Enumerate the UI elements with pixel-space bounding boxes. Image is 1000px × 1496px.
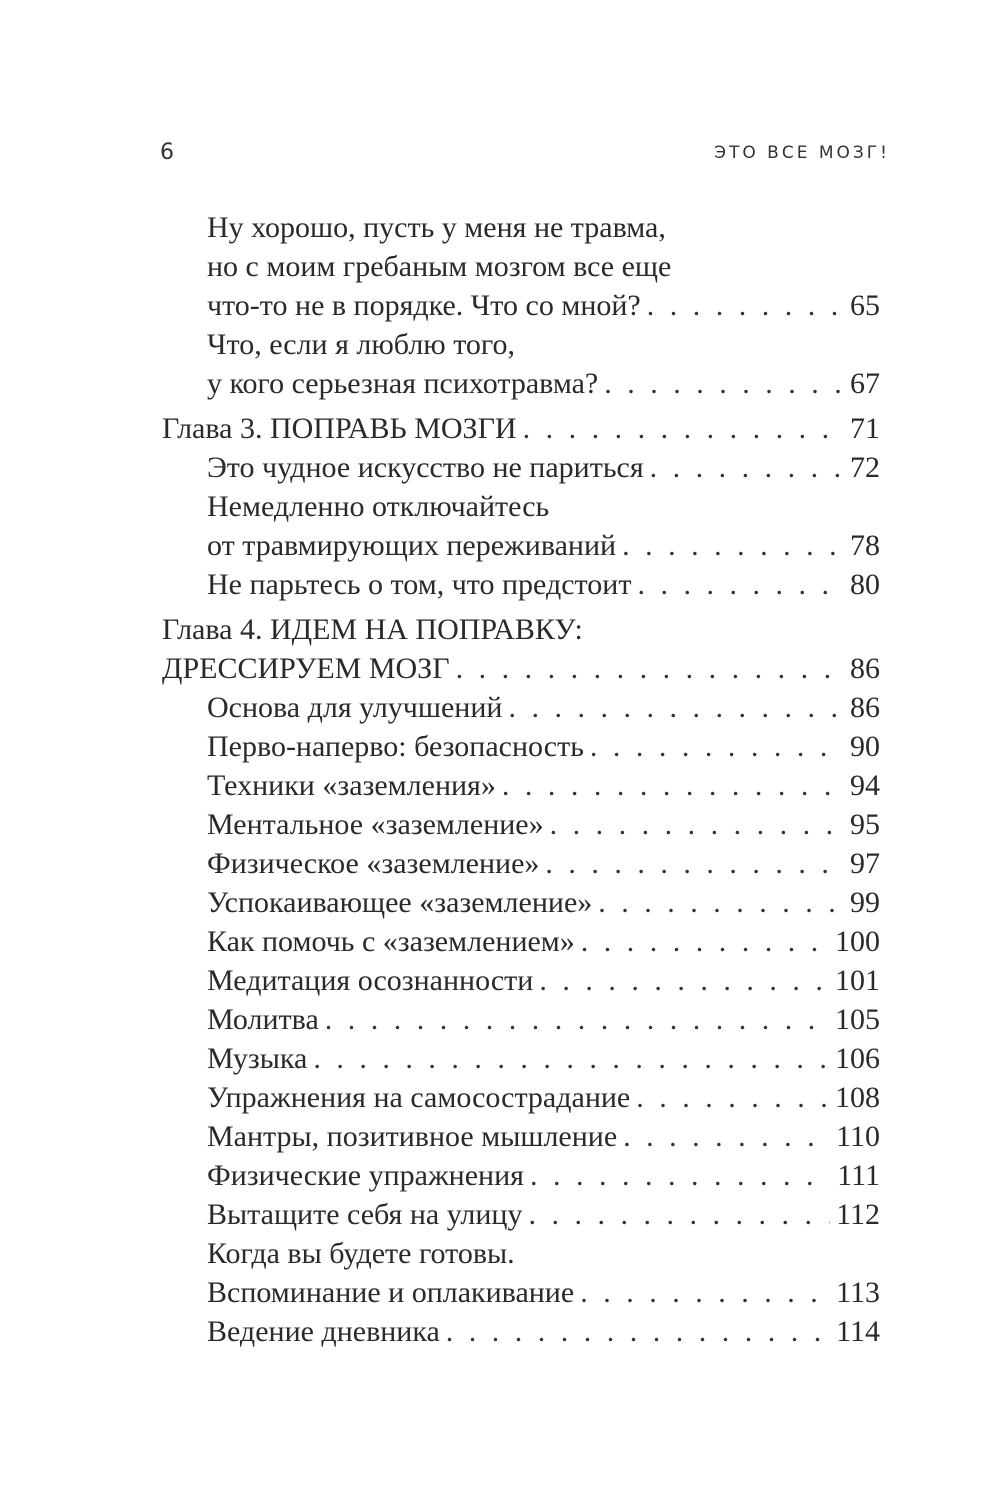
toc-entry-final-line xyxy=(207,688,880,727)
toc-entry-title-line: Ну хорошо, пусть у меня не травма, xyxy=(207,211,666,244)
dot-leader xyxy=(456,649,844,688)
toc-section-entry xyxy=(162,1117,880,1156)
toc-section-entry xyxy=(162,922,880,961)
dot-leader xyxy=(581,922,829,961)
dot-leader xyxy=(550,805,844,844)
page-number: 6 xyxy=(160,140,174,165)
toc-entry-title: Физическое «заземление» xyxy=(207,847,540,880)
toc-page-number: 72 xyxy=(850,451,880,484)
dot-leader xyxy=(590,727,844,766)
dot-leader xyxy=(637,565,844,604)
dot-leader xyxy=(528,1195,830,1234)
dot-leader xyxy=(647,286,844,325)
toc-entry-title-line: но с моим гребаным мозгом все еще xyxy=(207,250,672,283)
toc-entry-title: Упражнения на самосострадание xyxy=(207,1081,631,1114)
toc-entry-title: Как помочь с «заземлением» xyxy=(207,925,575,958)
dot-leader xyxy=(622,526,844,565)
dot-leader xyxy=(545,844,844,883)
toc-chapter-entry xyxy=(162,409,880,448)
toc-entry-title: Ментальное «заземление» xyxy=(207,808,544,841)
toc-entry-final-line xyxy=(207,286,880,325)
toc-entry-final-line xyxy=(162,409,880,448)
toc-entry-title: Перво-наперво: безопасность xyxy=(207,730,584,763)
toc-entry-title-line: Глава 4. ИДЕМ НА ПОПРАВКУ: xyxy=(162,613,583,646)
toc-section-entry xyxy=(162,565,880,604)
toc-entry-final-line xyxy=(207,727,880,766)
toc-entry-final-line xyxy=(207,364,880,403)
toc-section-entry xyxy=(162,1000,880,1039)
dot-leader xyxy=(650,448,844,487)
toc-section-entry xyxy=(162,208,880,325)
toc-entry-title-line: Немедленно отключайтесь xyxy=(207,490,550,523)
toc-entry-title: Физические упражнения xyxy=(207,1159,524,1192)
toc-page-number: 80 xyxy=(850,568,880,601)
toc-section-entry xyxy=(162,325,880,403)
toc-page-number: 78 xyxy=(850,529,880,562)
toc-section-entry xyxy=(162,883,880,922)
toc-entry-title: Музыка xyxy=(207,1042,308,1075)
toc-entry-final-line xyxy=(207,1078,880,1117)
toc-section-entry xyxy=(162,961,880,1000)
toc-chapter-entry xyxy=(162,610,880,688)
dot-leader xyxy=(636,1078,829,1117)
toc-page-number: 86 xyxy=(850,691,880,724)
dot-leader xyxy=(580,1273,830,1312)
toc-section-entry xyxy=(162,1195,880,1234)
toc-page-number: 90 xyxy=(850,730,880,763)
toc-entry-title: Вспоминание и оплакивание xyxy=(207,1276,575,1309)
toc-page-number: 106 xyxy=(835,1042,880,1075)
toc-page-number: 112 xyxy=(836,1198,880,1231)
toc-section-entry xyxy=(162,805,880,844)
toc-page-number: 95 xyxy=(850,808,880,841)
toc-page-number: 94 xyxy=(850,769,880,802)
toc-page-number: 105 xyxy=(835,1003,880,1036)
dot-leader xyxy=(598,883,844,922)
toc-entry-final-line xyxy=(207,448,880,487)
toc-entry-title: Молитва xyxy=(207,1003,319,1036)
toc-page-number: 65 xyxy=(850,289,880,322)
toc-entry-title: Ведение дневника xyxy=(207,1315,440,1348)
toc-entry-title: Техники «заземления» xyxy=(207,769,496,802)
toc-entry-title: Успокаивающее «заземление» xyxy=(207,886,593,919)
dot-leader xyxy=(325,1000,829,1039)
toc-section-entry xyxy=(162,1156,880,1195)
toc-page-number: 114 xyxy=(836,1315,880,1348)
toc-entry-title: Мантры, позитивное мышление xyxy=(207,1120,618,1153)
toc-section-entry xyxy=(162,1234,880,1312)
toc-entry-final-line xyxy=(207,1117,880,1156)
toc-entry-title: Это чудное искусство не париться xyxy=(207,451,644,484)
toc-page-number: 110 xyxy=(836,1120,880,1153)
toc-entry-title: от травмирующих переживаний xyxy=(207,529,617,562)
toc-entry-final-line xyxy=(207,961,880,1000)
toc-page-number: 99 xyxy=(850,886,880,919)
toc-entry-final-line xyxy=(162,649,880,688)
toc-entry-final-line xyxy=(207,1312,880,1351)
toc-entry-title: Не парьтесь о том, что предстоит xyxy=(207,568,632,601)
toc-section-entry xyxy=(162,1078,880,1117)
toc-entry-title: Глава 3. ПОПРАВЬ МОЗГИ xyxy=(162,412,517,445)
toc-entry-final-line xyxy=(207,805,880,844)
toc-section-entry xyxy=(162,727,880,766)
dot-leader xyxy=(530,1156,831,1195)
toc-page-number: 101 xyxy=(835,964,880,997)
running-title: ЭТО ВСЕ МОЗГ! xyxy=(714,143,890,163)
toc-section-entry xyxy=(162,1312,880,1351)
toc-entry-final-line xyxy=(207,766,880,805)
dot-leader xyxy=(508,688,844,727)
toc-entry-final-line xyxy=(207,883,880,922)
toc-page-number: 97 xyxy=(850,847,880,880)
dot-leader xyxy=(539,961,829,1000)
toc-page-number: 86 xyxy=(850,652,880,685)
toc-section-entry xyxy=(162,487,880,565)
toc-entry-title: у кого серьезная психотравма? xyxy=(207,367,599,400)
dot-leader xyxy=(623,1117,830,1156)
toc-entry-final-line xyxy=(207,1156,880,1195)
toc-entry-title: Вытащите себя на улицу xyxy=(207,1198,523,1231)
toc-section-entry xyxy=(162,844,880,883)
toc-entry-final-line xyxy=(207,1273,880,1312)
dot-leader xyxy=(502,766,844,805)
toc-page-number: 113 xyxy=(836,1276,880,1309)
toc-entry-title-line: Когда вы будете готовы. xyxy=(207,1237,515,1270)
dot-leader xyxy=(523,409,844,448)
toc-entry-final-line xyxy=(207,1000,880,1039)
dot-leader xyxy=(604,364,844,403)
toc-page-number: 100 xyxy=(835,925,880,958)
dot-leader xyxy=(446,1312,830,1351)
toc-section-entry xyxy=(162,766,880,805)
toc-entry-title-line: Что, если я люблю того, xyxy=(207,328,515,361)
toc-section-entry xyxy=(162,1039,880,1078)
toc-page-number: 111 xyxy=(837,1159,880,1192)
toc-page-number: 71 xyxy=(850,412,880,445)
toc-entry-title: Основа для улучшений xyxy=(207,691,503,724)
toc-entry-final-line xyxy=(207,565,880,604)
toc-section-entry xyxy=(162,448,880,487)
toc-entry-title: Медитация осознанности xyxy=(207,964,534,997)
toc-entry-title: что-то не в порядке. Что со мной? xyxy=(207,289,641,322)
toc-entry-final-line xyxy=(207,922,880,961)
toc-section-entry xyxy=(162,688,880,727)
table-of-contents xyxy=(162,208,880,1351)
toc-entry-final-line xyxy=(207,844,880,883)
toc-entry-final-line xyxy=(207,1195,880,1234)
toc-entry-final-line xyxy=(207,526,880,565)
dot-leader xyxy=(313,1039,829,1078)
toc-page-number: 67 xyxy=(850,367,880,400)
toc-page-number: 108 xyxy=(835,1081,880,1114)
toc-entry-final-line xyxy=(207,1039,880,1078)
toc-entry-title: ДРЕССИРУЕМ МОЗГ xyxy=(162,652,450,685)
